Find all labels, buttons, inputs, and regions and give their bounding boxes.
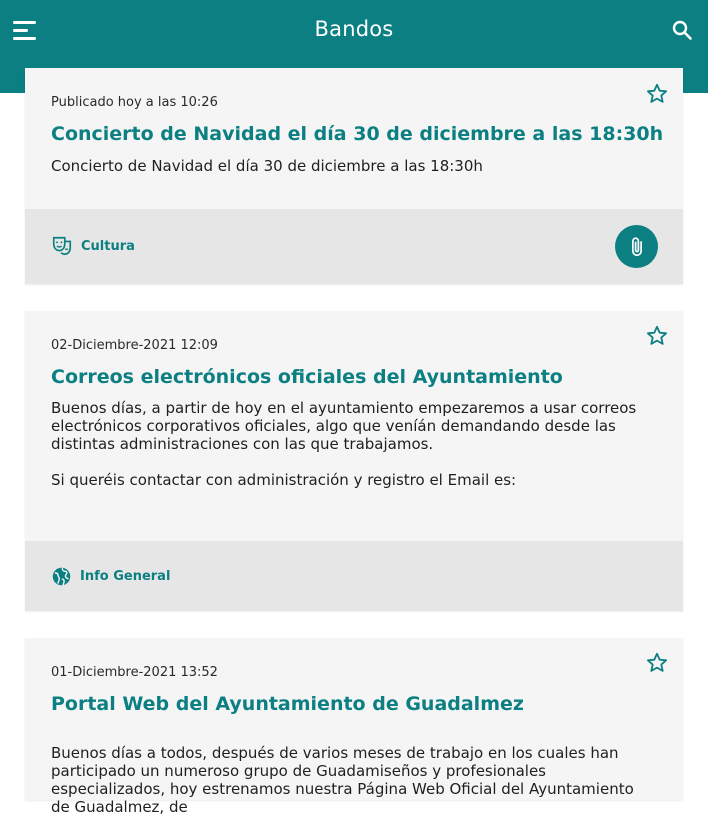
- post-card[interactable]: [25, 68, 683, 284]
- search-icon[interactable]: [670, 18, 694, 42]
- category-label: Info General: [80, 569, 171, 584]
- post-card[interactable]: [25, 311, 683, 611]
- category-label: Cultura: [81, 238, 135, 254]
- post-date: Publicado hoy a las 10:26: [51, 95, 218, 110]
- post-date: 02-Diciembre-2021 12:09: [51, 338, 218, 353]
- post-date: 01-Diciembre-2021 13:52: [51, 665, 218, 680]
- post-footer: [25, 541, 683, 611]
- category-tag[interactable]: [51, 566, 170, 587]
- theater-masks-icon: [51, 235, 73, 257]
- favorite-star-icon[interactable]: [645, 82, 669, 106]
- globe-icon: [51, 566, 72, 587]
- post-title[interactable]: Portal Web del Ayuntamiento de Guadalmez: [51, 693, 524, 715]
- post-card[interactable]: [25, 638, 683, 816]
- post-text: Concierto de Navidad el día 30 de diciembre a las 18:30h: [51, 157, 483, 175]
- post-title[interactable]: Concierto de Navidad el día 30 de diciembre a las 18:30h: [51, 123, 664, 145]
- post-text: Buenos días a todos, después de varios meses de trabajo en los cuales han participado un numeroso grupo de Guadamiseños y profesionales especializados, hoy estrenamos nuestra Página Web Oficial del Ayuntamiento de Guadalmez, de: [51, 744, 634, 816]
- category-tag[interactable]: [51, 235, 135, 257]
- paperclip-icon: [626, 236, 648, 258]
- attachment-button[interactable]: [615, 225, 658, 268]
- post-title[interactable]: Correos electrónicos oficiales del Ayuntamiento: [51, 366, 563, 388]
- page-title: Bandos: [314, 17, 394, 41]
- favorite-star-icon[interactable]: [645, 651, 669, 675]
- post-text: Buenos días, a partir de hoy en el ayuntamiento empezaremos a usar correos electrónicos corporativos oficiales, algo que veníán demandando desde las distintas administraciones con las que trabajamos. Si queréis contactar con administración y registro el Email es:: [51, 399, 637, 489]
- post-footer: [25, 209, 683, 284]
- favorite-star-icon[interactable]: [645, 324, 669, 348]
